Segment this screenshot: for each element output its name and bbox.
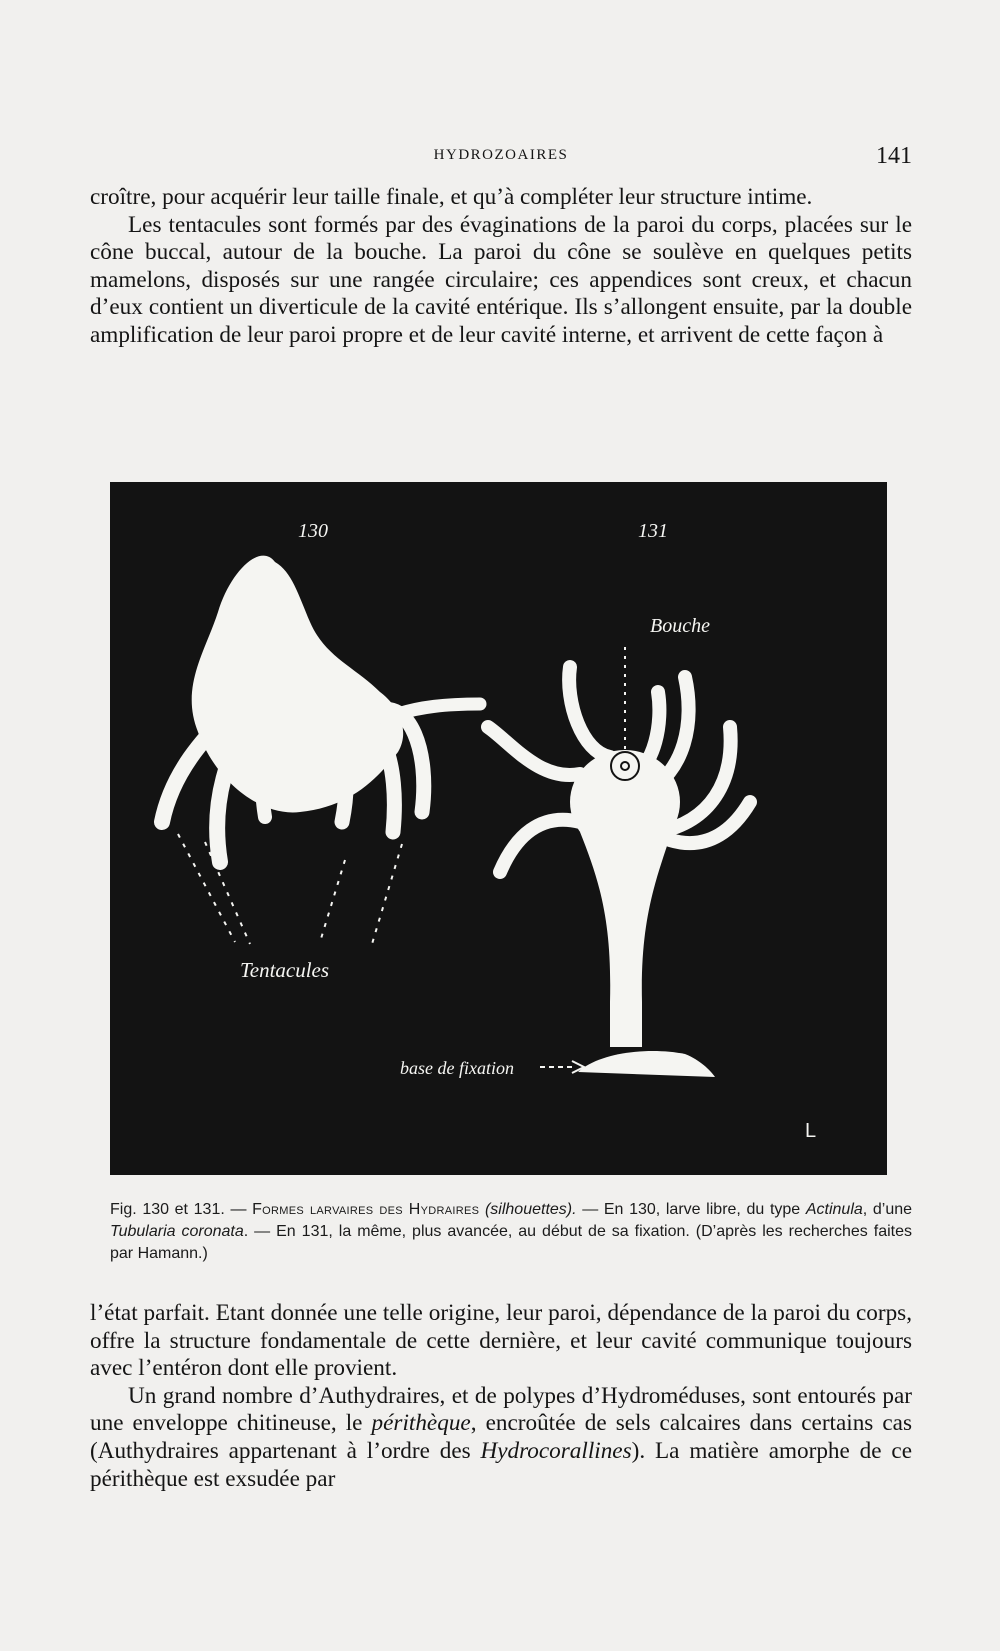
label-base-de-fixation: base de fixation	[400, 1058, 514, 1078]
top-text-block	[90, 184, 912, 350]
larva-131-mouth	[611, 752, 639, 780]
caption-title: Formes larvaires des Hydraires	[252, 1201, 480, 1218]
caption-silhouettes: (silhouettes).	[484, 1201, 577, 1218]
larva-130-tentacle	[398, 704, 480, 714]
caption-actinula: Actinula	[805, 1201, 863, 1218]
larva-131-tentacle	[500, 820, 580, 872]
paragraph-perithecque	[90, 1383, 912, 1493]
page-number: 141	[876, 143, 912, 169]
larva-131-stalk	[580, 832, 670, 1047]
p4-hydrocorallines: Hydrocorallines	[480, 1437, 632, 1464]
larva-131-tentacle	[488, 727, 580, 775]
running-head	[90, 143, 912, 173]
plate-mark: L	[805, 1120, 817, 1142]
caption-text	[110, 1199, 912, 1265]
label-131: 131	[638, 520, 668, 542]
figure-illustration	[110, 482, 887, 1175]
p4-part-a: Un grand nombre d’Authydraires, et de polypes d’Hydroméduses, sont entourés par une enveloppe chitineuse, le	[90, 1382, 912, 1437]
caption-part-3: . — En 131, la même, plus avancée, au début de sa fixation. (D’après les recherches faites par Hamann.)	[110, 1223, 912, 1262]
caption-fig-ref: Fig. 130 et 131. —	[110, 1201, 247, 1218]
caption-tubularia: Tubularia coronata	[110, 1223, 244, 1240]
paragraph-continuation: croître, pour acquérir leur taille finale, et qu’à compléter leur structure intime.	[90, 184, 813, 210]
p4-part-b: , encroûtée de sels calcaires dans certains cas (Authydraires appartenant à l’ordre des	[90, 1410, 912, 1464]
label-130: 130	[298, 520, 328, 542]
caption-part-1: — En 130, larve libre, du type	[576, 1201, 806, 1218]
p4-part-c: ). La matière amorphe de ce périthèque est exsudée par	[90, 1437, 912, 1492]
larva-131-tentacle	[569, 667, 610, 757]
label-tentacules: Tentacules	[240, 958, 330, 982]
fixation-base	[578, 1051, 715, 1077]
caption-part-2: , d’une	[862, 1201, 913, 1218]
paragraph-tentacules: Les tentacules sont formés par des évaginations de la paroi du corps, placées sur le cône buccal, autour de la bouche. La paroi du cône se soulève en quelques petits mamelons, disposés sur une rangée circulaire; ces appendices sont creux, et chacun d’eux contient un diverticule de la cavité entérique. Ils s’allongent ensuite, par la double amplification de leur paroi propre et de leur cavité interne, et arrivent de cette façon à	[90, 211, 912, 348]
running-title: HYDROZOAIRES	[433, 147, 569, 163]
figure-caption	[110, 1199, 912, 1265]
bottom-text-block	[90, 1300, 912, 1493]
label-bouche: Bouche	[650, 615, 710, 637]
paragraph-etat-parfait: l’état parfait. Etant donnée une telle origine, leur paroi, dépendance de la paroi du corps, offre la structure fondamentale de cette dernière, et leur cavité communique toujours avec l’entéron dont elle provient.	[90, 1300, 912, 1382]
p4-perithe: périthèque	[371, 1410, 471, 1437]
figure-plate	[110, 482, 887, 1175]
